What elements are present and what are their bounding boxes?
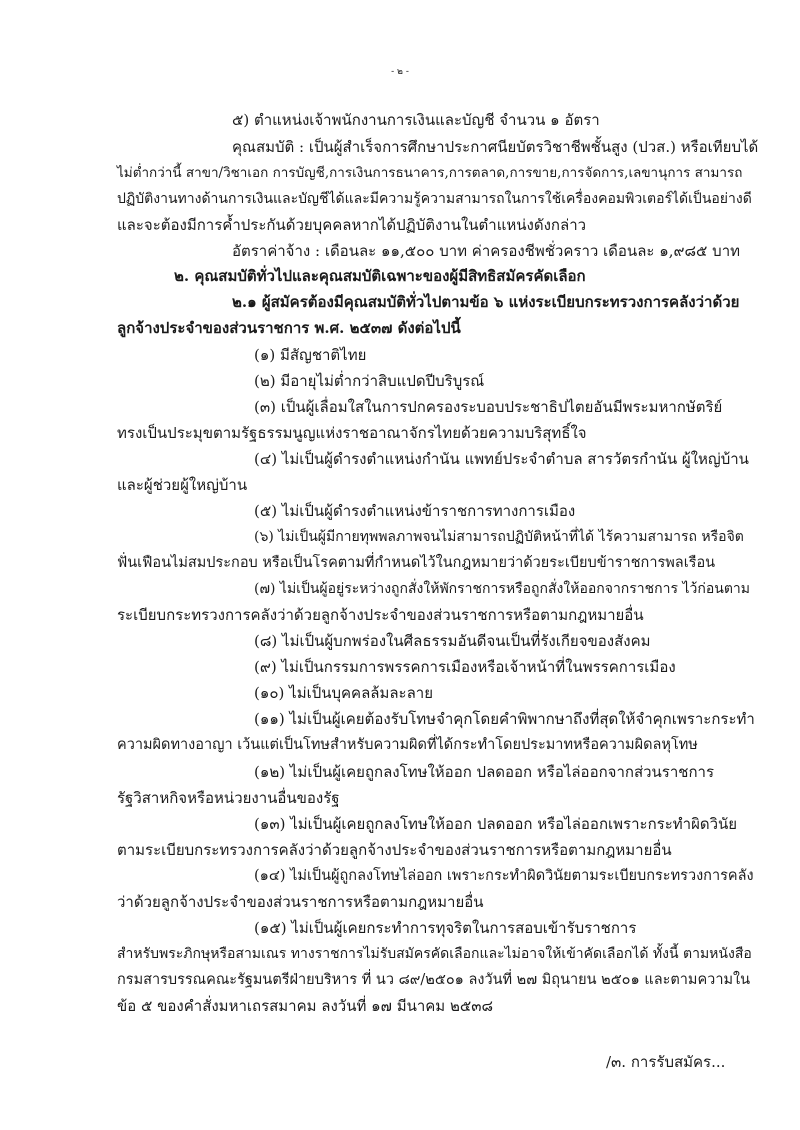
wage-line: อัตราค่าจ้าง : เดือนละ ๑๑,๕๐๐ บาท ค่าครองชีพชั่วคราว เดือนละ ๑,๙๘๕ บาท: [232, 242, 741, 260]
list-item-cont: ความผิดทางอาญา เว้นแต่เป็นโทษสำหรับความผิดที่ได้กระทำโดยประมาทหรือความผิดลหุโทษ: [117, 737, 698, 753]
list-item-cont: ตามระเบียบกระทรวงการคลังว่าด้วยลูกจ้างประจำของส่วนราชการหรือตามกฎหมายอื่น: [117, 841, 672, 859]
monk-note-line: สำหรับพระภิกษุหรือสามเณร ทางราชการไม่รับสมัครคัดเลือกและไม่อาจให้เข้าคัดเลือกได้ ทั้งนี้ ตามหนังสือ: [117, 946, 752, 962]
monk-note-line: ข้อ ๕ ของคำสั่งมหาเถรสมาคม ลงวันที่ ๑๗ มีนาคม ๒๕๓๘: [117, 997, 494, 1015]
list-item: (๑๓) ไม่เป็นผู้เคยถูกลงโทษให้ออก ปลดออก หรือไล่ออกเพราะกระทำผิดวินัย: [254, 815, 738, 833]
list-item: (๑) มีสัญชาติไทย: [254, 346, 367, 364]
section-2-1-heading: ๒.๑ ผู้สมัครต้องมีคุณสมบัติทั่วไปตามข้อ ๖ แห่งระเบียบกระทรวงการคลังว่าด้วย: [232, 293, 740, 311]
qualification-line: คุณสมบัติ : เป็นผู้สำเร็จการศึกษาประกาศนียบัตรวิชาชีพชั้นสูง (ปวส.) หรือเทียบได้: [232, 138, 759, 156]
list-item-cont: และผู้ช่วยผู้ใหญ่บ้าน: [117, 476, 248, 494]
continuation-marker: /๓. การรับสมัคร...: [606, 1053, 726, 1071]
qualification-line: และจะต้องมีการค้ำประกันด้วยบุคคลหากได้ปฏิบัติงานในตำแหน่งดังกล่าว: [117, 216, 587, 234]
section-2-1-heading-cont: ลูกจ้างประจำของส่วนราชการ พ.ศ. ๒๕๓๗ ดังต่อไปนี้: [117, 319, 461, 337]
list-item-cont: รัฐวิสาหกิจหรือหน่วยงานอื่นของรัฐ: [117, 789, 340, 807]
monk-note-line: กรมสารบรรณคณะรัฐมนตรีฝ่ายบริหาร ที่ นว ๘๙/๒๕๐๑ ลงวันที่ ๒๗ มิถุนายน ๒๕๐๑ และตามความใน: [117, 972, 751, 988]
qualification-line: ปฏิบัติงานทางด้านการเงินและบัญชีได้และมีความรู้ความสามารถในการใช้เครื่องคอมพิวเตอร์ได้เป็นอย่างดี: [117, 191, 752, 207]
list-item: (๑๔) ไม่เป็นผู้ถูกลงโทษไล่ออก เพราะกระทำผิดวินัยตามระเบียบกระทรวงการคลัง: [254, 868, 754, 884]
list-item-cont: ทรงเป็นประมุขตามรัฐธรรมนูญแห่งราชอาณาจักรไทยด้วยความบริสุทธิ์ใจ: [117, 424, 587, 442]
list-item: (๔) ไม่เป็นผู้ดำรงตำแหน่งกำนัน แพทย์ประจำตำบล สารวัตรกำนัน ผู้ใหญ่บ้าน: [254, 450, 749, 468]
list-item: (๑๐) ไม่เป็นบุคคลล้มละลาย: [254, 684, 433, 702]
qualification-line: ไม่ต่ำกว่านี้ สาขา/วิชาเอก การบัญชี,การเงินการธนาคาร,การตลาด,การขาย,การจัดการ,เลขานุการ สามารถ: [117, 165, 743, 181]
list-item: (๗) ไม่เป็นผู้อยู่ระหว่างถูกสั่งให้พักราชการหรือถูกสั่งให้ออกจากราชการ ไว้ก่อนตาม: [254, 581, 751, 597]
list-item: (๕) ไม่เป็นผู้ดำรงตำแหน่งข้าราชการทางการเมือง: [254, 502, 576, 520]
list-item-cont: ฟั่นเฟือนไม่สมประกอบ หรือเป็นโรคตามที่กำหนดไว้ในกฎหมายว่าด้วยระเบียบข้าราชการพลเรือน: [117, 555, 716, 571]
section-2-heading: ๒. คุณสมบัติทั่วไปและคุณสมบัติเฉพาะของผู้มีสิทธิสมัครคัดเลือก: [174, 267, 586, 285]
position-5-title: ๕) ตำแหน่งเจ้าพนักงานการเงินและบัญชี จำนวน ๑ อัตรา: [232, 111, 600, 129]
list-item: (๑๕) ไม่เป็นผู้เคยกระทำการทุจริตในการสอบเข้ารับราชการ: [254, 919, 637, 937]
list-item: (๙) ไม่เป็นกรรมการพรรคการเมืองหรือเจ้าหน้าที่ในพรรคการเมือง: [254, 658, 676, 676]
list-item: (๓) เป็นผู้เลื่อมใสในการปกครองระบอบประชาธิปไตยอันมีพระมหากษัตริย์: [254, 398, 723, 416]
list-item: (๖) ไม่เป็นผู้มีกายทุพพลภาพจนไม่สามารถปฏิบัติหน้าที่ได้ ไร้ความสามารถ หรือจิต: [254, 529, 744, 545]
page-number: - ๒ -: [391, 67, 409, 77]
list-item: (๑๑) ไม่เป็นผู้เคยต้องรับโทษจำคุกโดยคำพิพากษาถึงที่สุดให้จำคุกเพราะกระทำ: [254, 710, 755, 728]
list-item-cont: ว่าด้วยลูกจ้างประจำของส่วนราชการหรือตามกฎหมายอื่น: [117, 893, 484, 911]
list-item-cont: ระเบียบกระทรวงการคลังว่าด้วยลูกจ้างประจำของส่วนราชการหรือตามกฎหมายอื่น: [117, 606, 644, 624]
list-item: (๑๒) ไม่เป็นผู้เคยถูกลงโทษให้ออก ปลดออก หรือไล่ออกจากส่วนราชการ: [254, 763, 715, 781]
list-item: (๘) ไม่เป็นผู้บกพร่องในศีลธรรมอันดีจนเป็นที่รังเกียจของสังคม: [254, 632, 651, 650]
list-item: (๒) มีอายุไม่ต่ำกว่าสิบแปดปีบริบูรณ์: [254, 372, 485, 390]
